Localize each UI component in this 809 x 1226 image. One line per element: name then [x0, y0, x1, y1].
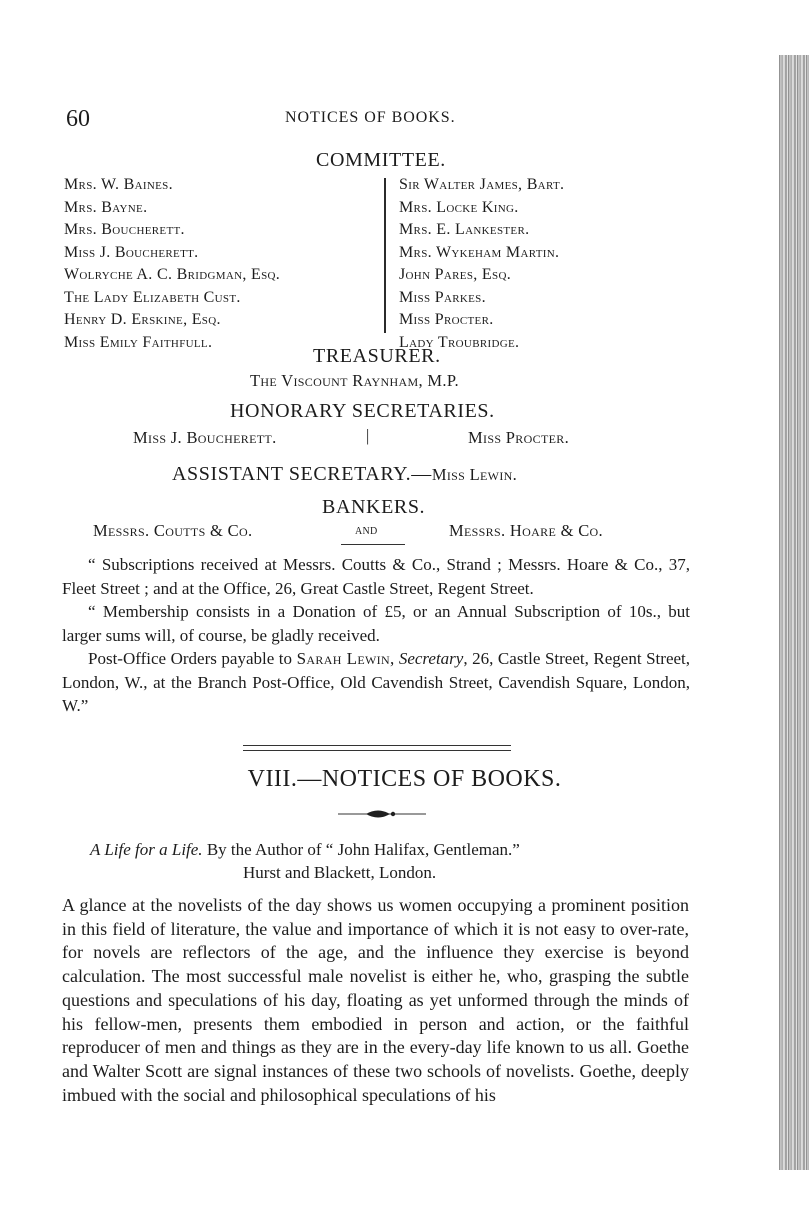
membership-paragraph: “ Membership consists in a Donation of £5, or an Annual Subscription of 10s., but larger sums will, of course, be gladly received. — [62, 602, 690, 645]
committee-member: Sir Walter James, Bart. — [399, 176, 565, 193]
book-title-line — [90, 838, 650, 861]
committee-member: Mrs. Boucherett. — [64, 221, 185, 238]
committee-member: Miss Procter. — [399, 311, 494, 328]
treasurer-name: The Viscount Raynham, M.P. — [250, 371, 459, 390]
book-byline: By the Author of “ John Halifax, Gentleman.” — [202, 840, 520, 859]
ornament-rule — [338, 806, 426, 822]
section-double-rule-bottom — [243, 750, 511, 751]
committee-member: Miss Parkes. — [399, 288, 486, 306]
subscription-notice — [62, 553, 690, 718]
banker-left: Messrs. Coutts & Co. — [93, 521, 253, 540]
committee-member: Henry D. Erskine, Esq. — [64, 311, 221, 328]
committee-member: Mrs. Wykeham Martin. — [399, 243, 560, 261]
secretary-name: Sarah Lewin — [296, 649, 391, 668]
committee-member: Mrs. W. Baines. — [64, 176, 173, 193]
page-binding-edge — [779, 55, 809, 1170]
running-title: NOTICES OF BOOKS. — [285, 109, 456, 126]
page-number: 60 — [66, 106, 90, 132]
treasurer-title: TREASURER. — [313, 345, 441, 367]
assistant-secretary-name: Miss Lewin. — [431, 465, 518, 484]
assistant-secretary-line — [172, 463, 517, 486]
subscription-paragraph: “ Subscriptions received at Messrs. Coutts & Co., Strand ; Messrs. Hoare & Co., 37, Fleet Street ; and at the Office, 26, Great Castle Street, Regent Street. — [62, 555, 690, 598]
committee-member: Lady Troubridge. — [399, 333, 520, 351]
assistant-secretary-label: ASSISTANT SECRETARY.— — [172, 463, 432, 485]
book-title: A Life for a Life. — [90, 840, 203, 859]
bankers-and: and — [355, 523, 378, 538]
book-publisher: Hurst and Blackett, London. — [243, 863, 437, 882]
committee-member: Mrs. Locke King. — [399, 198, 519, 216]
committee-right-list — [399, 174, 564, 354]
honorary-secretary-left: Miss J. Boucherett. — [133, 428, 277, 447]
bankers-short-rule — [341, 544, 405, 545]
committee-member: Mrs. E. Lankester. — [399, 221, 530, 238]
section-double-rule-top — [243, 745, 511, 746]
committee-member: Mrs. Bayne. — [64, 198, 148, 216]
committee-title: COMMITTEE. — [316, 149, 446, 171]
committee-member: John Pares, Esq. — [399, 266, 512, 283]
banker-right: Messrs. Hoare & Co. — [449, 521, 604, 540]
notices-section-title: VIII.—NOTICES OF BOOKS. — [247, 766, 562, 792]
post-office-paragraph: Post-Office Orders payable to Sarah Lewin, Secretary, 26, Castle Street, Regent Street, London, W., at the Branch Post-Office, Old Cavendish Street, Cavendish Square, London, W.” — [62, 649, 691, 715]
book-reference — [90, 838, 650, 884]
bankers-title: BANKERS. — [322, 496, 426, 518]
committee-member: Miss Emily Faithfull. — [64, 333, 213, 351]
honorary-secretary-right: Miss Procter. — [468, 428, 570, 447]
committee-member: Wolryche A. C. Bridgman, Esq. — [64, 266, 281, 283]
honorary-secretaries-divider: | — [366, 426, 370, 445]
committee-member: The Lady Elizabeth Cust. — [64, 288, 241, 306]
review-body-text: A glance at the novelists of the day shows us women occupying a prominent position in this field of literature, the value and importance of which it is not easy to over-rate, for novels are reflectors of the age, and the influence they exercise is beyond calculation. The most successful male novelist is either he, who, grasping the subtle questions and speculations of his day, floating as yet unformed through the minds of his fellow-men, presents them embodied in person and action, or the faithful reproducer of men and things as they are in the every-day life known to us all. Goethe and Walter Scott are signal instances of these two schools of novelists. Goethe, deeply imbued with the social and philosophical speculations of his — [62, 895, 689, 1105]
committee-divider — [384, 178, 386, 333]
honorary-secretaries-title: HONORARY SECRETARIES. — [230, 400, 495, 422]
committee-member: Miss J. Boucherett. — [64, 243, 199, 261]
secretary-role: Secretary — [398, 649, 464, 668]
committee-left-list — [64, 174, 280, 354]
